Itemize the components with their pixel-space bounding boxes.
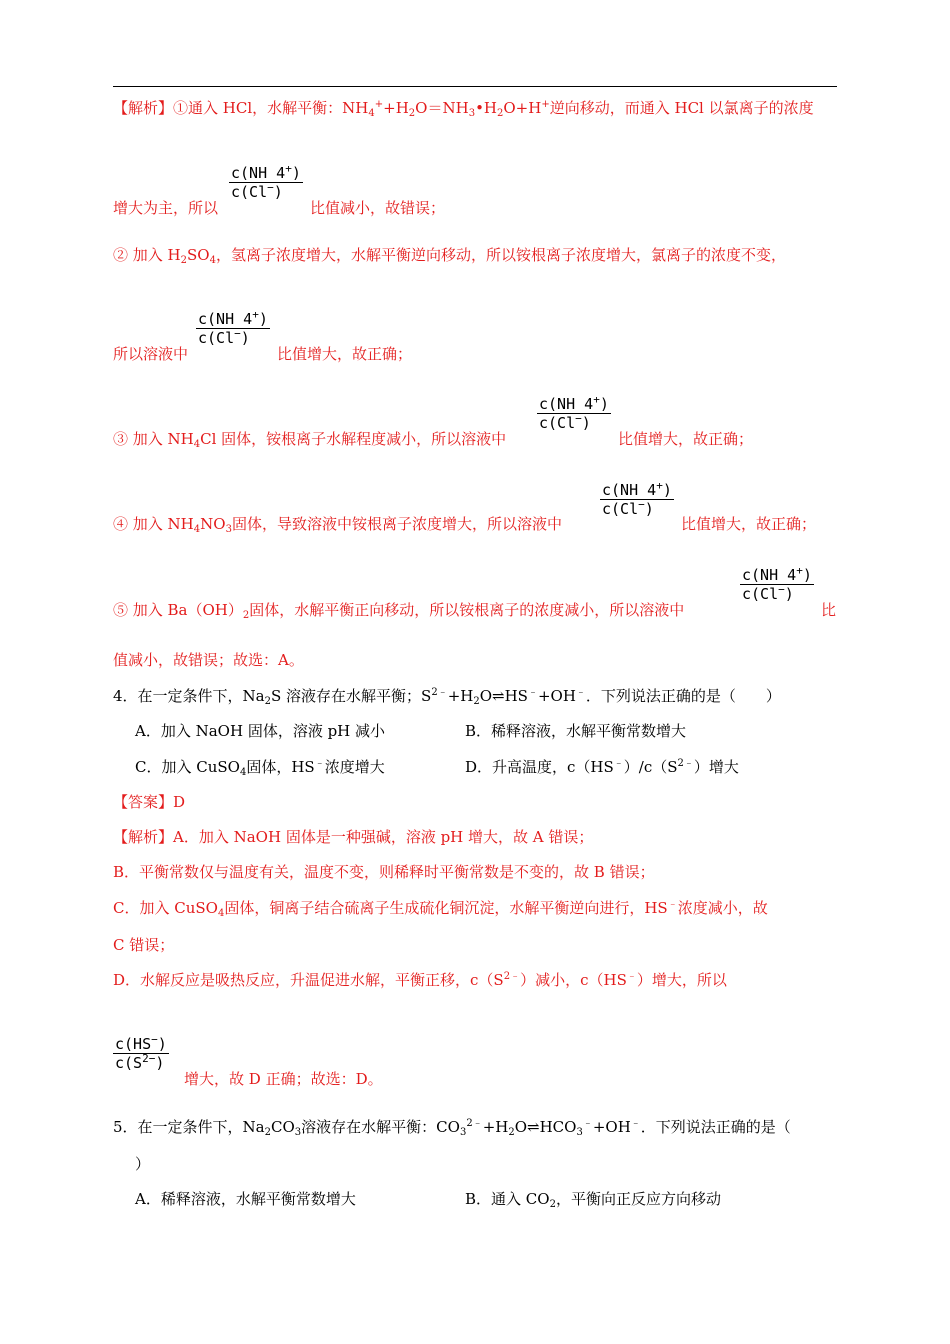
q4-explanation-1: 【解析】A．加入 NaOH 固体是一种强碱，溶液 pH 增大，故 A 错误； bbox=[113, 828, 594, 846]
fraction-hs-s: $\frac{c(HS^-)}{c(S^{2-})}$ bbox=[115, 1033, 167, 1072]
q4-explanation-4: C 错误； bbox=[113, 936, 175, 954]
q4-explanation-6: 增大，故 D 正确；故选：D。 bbox=[184, 1070, 383, 1088]
analysis-line-1: 【解析】①通入 HCl，水解平衡：$NH_4^++H_2O=NH_3•H_2O+H^+$逆向移动，而通入 HCl 以氯离子的浓度 bbox=[113, 99, 814, 119]
q5-option-a: A．稀释溶液，水解平衡常数增大 bbox=[135, 1190, 356, 1208]
analysis-line-3: ② 加入 $H_2SO_4$，氢离子浓度增大，水解平衡逆向移动，所以铵根离子浓度增大，氯离子的浓度不变， bbox=[113, 246, 786, 266]
header-rule bbox=[113, 86, 837, 87]
analysis-line-4-post: 比值增大，故正确； bbox=[277, 345, 413, 363]
analysis-line-5-post: 比值增大，故正确； bbox=[618, 430, 754, 448]
analysis-line-7-post: 比 bbox=[821, 601, 837, 619]
fraction-nh4-cl: $\frac{c(NH 4^+)}{c(Cl^-)}$ bbox=[742, 564, 812, 603]
q4-option-c: C．加入 CuSO$_4$固体，HS﹣浓度增大 bbox=[135, 758, 385, 778]
fraction-nh4-cl: $\frac{c(NH 4^+)}{c(Cl^-)}$ bbox=[231, 162, 301, 201]
q4-explanation-3: C．加入 CuSO$_4$固体，铜离子结合硫离子生成硫化铜沉淀，水解平衡逆向进行，HS﹣浓度减小，故 bbox=[113, 899, 768, 919]
analysis-line-6-post: 比值增大，故正确； bbox=[681, 515, 817, 533]
q4-stem: 4．在一定条件下，$Na_2S$ 溶液存在水解平衡；$S^{2﹣}+H_2O\rightleftharpoons HS^﹣+OH^﹣$．下列说法正确的是（ ） bbox=[113, 687, 781, 707]
analysis-line-6: ④ 加入 $NH_4NO_3$固体，导致溶液中铵根离子浓度增大，所以溶液中 bbox=[113, 515, 562, 535]
analysis-line-4-pre: 所以溶液中 bbox=[113, 345, 189, 363]
q4-option-b: B．稀释溶液，水解平衡常数增大 bbox=[465, 722, 687, 740]
fraction-nh4-cl: $\frac{c(NH 4^+)}{c(Cl^-)}$ bbox=[198, 308, 268, 347]
q5-stem-continued: ） bbox=[135, 1155, 151, 1173]
q4-answer: 【答案】D bbox=[113, 793, 186, 811]
q4-option-a: A．加入 NaOH 固体，溶液 pH 减小 bbox=[135, 722, 386, 740]
q4-explanation-5: D．水解反应是吸热反应，升温促进水解，平衡正移，$c(S^{2﹣})$减小，c（HS﹣）增大，所以 bbox=[113, 971, 727, 989]
q5-option-b: B．通入 $CO_2$，平衡向正反应方向移动 bbox=[465, 1190, 721, 1210]
analysis-line-7: ⑤ 加入 $Ba(OH)_2$固体，水解平衡正向移动，所以铵根离子的浓度减小，所以溶液中 bbox=[113, 601, 685, 621]
fraction-nh4-cl: $\frac{c(NH 4^+)}{c(Cl^-)}$ bbox=[602, 479, 672, 518]
analysis-line-2-pre: 增大为主，所以 bbox=[113, 199, 219, 217]
q5-stem: 5．在一定条件下，$Na_2CO_3$溶液存在水解平衡：$CO_3^{2﹣}+H_2O\rightleftharpoons HCO_3^﹣+OH^﹣$．下列说法正确的是（ bbox=[113, 1118, 791, 1138]
analysis-line-8: 值减小，故错误；故选：A。 bbox=[113, 651, 304, 669]
fraction-nh4-cl: $\frac{c(NH 4^+)}{c(Cl^-)}$ bbox=[539, 393, 609, 432]
analysis-line-5: ③ 加入 $NH_4Cl$ 固体，铵根离子水解程度减小，所以溶液中 bbox=[113, 430, 507, 450]
q4-option-d: D．升高温度，$c(HS^﹣)/c(S^{2﹣})$增大 bbox=[465, 758, 739, 776]
analysis-line-2-post: 比值减小，故错误； bbox=[310, 199, 446, 217]
q4-explanation-2: B．平衡常数仅与温度有关，温度不变，则稀释时平衡常数是不变的，故 B 错误； bbox=[113, 863, 655, 881]
